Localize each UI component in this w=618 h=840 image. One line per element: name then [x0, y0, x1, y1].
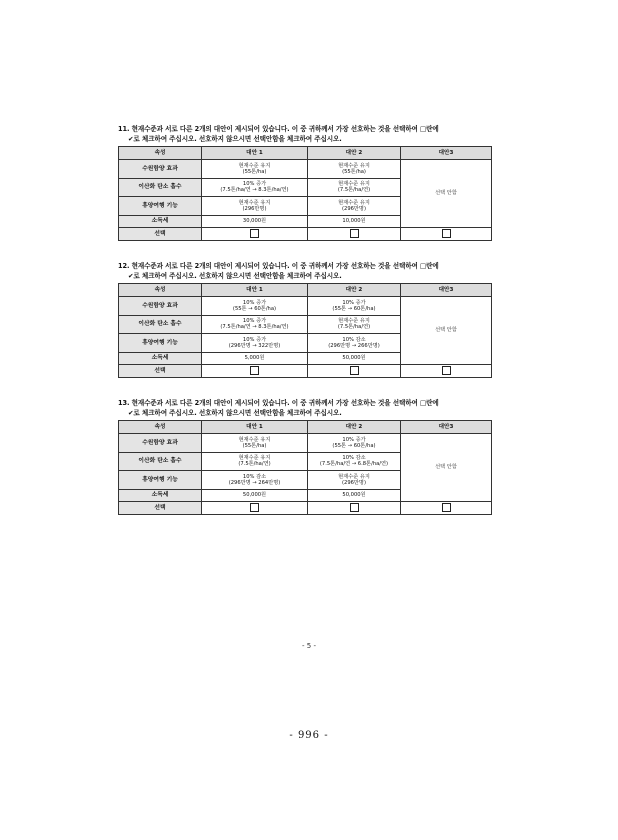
attr-cell: 이산화 탄소 흡수 [119, 452, 202, 471]
alt2-cell [308, 197, 401, 216]
alt2-choice-cell [308, 228, 401, 241]
alt2-level: 10% 감소 [342, 336, 366, 343]
alt2-level: 현재수준 유지 [338, 473, 370, 480]
alt2-detail: (7.5톤/ha/연) [337, 324, 371, 331]
question-text [118, 398, 490, 418]
alt2-cell [308, 334, 401, 353]
alt1-detail: (7.5톤/ha/연 → 8.3톤/ha/연) [220, 187, 289, 194]
choice-table [118, 283, 492, 378]
question-12 [118, 261, 490, 378]
choice-table [118, 146, 492, 241]
alt1-cell [202, 434, 308, 453]
question-text [118, 261, 490, 281]
alt1-level: 10% 증가 [242, 181, 267, 188]
attr-cell: 이산화 탄소 흡수 [119, 315, 202, 334]
attr-cell: 수원함양 효과 [119, 297, 202, 316]
header-attr: 속성 [119, 284, 202, 297]
attr-cell: 휴양여행 기능 [119, 471, 202, 490]
header-alt1: 대안 1 [202, 421, 308, 434]
alt2-cell [308, 178, 401, 197]
alt1-choice-cell [202, 502, 308, 515]
choice-row [119, 502, 492, 515]
question-line-2: ✔로 체크하여 주십시오. 선호하지 않으시면 선택안함을 체크하여 주십시오. [128, 272, 342, 280]
alt2-detail: (7.5톤/ha/연 → 6.8톤/ha/연) [319, 461, 389, 468]
alt2-level: 10% 증가 [342, 299, 366, 306]
attr-cell: 수원함양 효과 [119, 160, 202, 179]
alt3-checkbox[interactable] [442, 503, 451, 512]
alt1-cell [202, 178, 308, 197]
alt2-detail: (296만명) [342, 479, 366, 486]
alt2-cell [308, 471, 401, 490]
tax-alt2-cell: 50,000원 [308, 352, 401, 365]
tax-alt2-cell: 50,000원 [308, 489, 401, 502]
alt2-checkbox[interactable] [350, 229, 359, 238]
alt1-cell [202, 334, 308, 353]
alt1-detail: (7.5톤/ha/연) [238, 461, 271, 468]
table-row [119, 160, 492, 179]
header-alt3: 대안3 [401, 147, 492, 160]
header-alt1: 대안 1 [202, 284, 308, 297]
alt1-choice-cell [202, 365, 308, 378]
alt1-level: 10% 감소 [242, 473, 267, 480]
question-line-1: 12. 현재수준과 서로 다른 2개의 대안이 제시되어 있습니다. 이 중 귀하께서 가장 선호하는 것을 선택하여 □란에 [118, 262, 439, 270]
alt1-checkbox[interactable] [250, 366, 259, 375]
attr-cell: 휴양여행 기능 [119, 197, 202, 216]
header-alt3: 대안3 [401, 284, 492, 297]
alt2-level: 10% 증가 [342, 436, 366, 443]
alt2-detail: (55톤 → 60톤/ha) [332, 442, 376, 449]
question-line-1: 13. 현재수준과 서로 다른 2개의 대안이 제시되어 있습니다. 이 중 귀하께서 가장 선호하는 것을 선택하여 □란에 [118, 399, 439, 407]
alt3-checkbox[interactable] [442, 229, 451, 238]
tax-attr-cell: 소득세 [119, 215, 202, 228]
alt1-detail: (55톤 → 60톤/ha) [232, 305, 277, 312]
alt2-cell [308, 315, 401, 334]
alt3-status: 선택 안함 [401, 160, 492, 228]
alt1-detail: (55톤/ha) [242, 442, 267, 449]
page-number-outer: - 996 - [289, 730, 329, 741]
alt3-choice-cell [401, 365, 492, 378]
alt2-cell [308, 160, 401, 179]
table-row [119, 297, 492, 316]
tax-alt1-cell: 50,000원 [202, 489, 308, 502]
alt3-choice-cell [401, 228, 492, 241]
alt2-cell [308, 297, 401, 316]
header-alt1: 대안 1 [202, 147, 308, 160]
header-alt2: 대안 2 [308, 284, 401, 297]
choice-row [119, 228, 492, 241]
alt2-detail: (296만명) [342, 205, 366, 212]
alt1-level: 10% 증가 [242, 336, 267, 343]
choice-table [118, 420, 492, 515]
alt1-cell [202, 315, 308, 334]
alt2-level: 현재수준 유지 [338, 181, 370, 188]
tax-attr-cell: 소득세 [119, 352, 202, 365]
alt3-checkbox[interactable] [442, 366, 451, 375]
table-header-row [119, 421, 492, 434]
alt2-detail: (7.5톤/ha/연) [337, 187, 371, 194]
alt1-detail: (7.5톤/ha/연 → 8.3톤/ha/연) [220, 324, 289, 331]
alt1-level: 현재수준 유지 [238, 436, 271, 443]
choice-label: 선택 [119, 228, 202, 241]
alt2-level: 현재수준 유지 [338, 162, 370, 169]
tax-alt2-cell: 10,000원 [308, 215, 401, 228]
alt2-checkbox[interactable] [350, 503, 359, 512]
question-text [118, 124, 490, 144]
alt1-level: 10% 증가 [242, 299, 267, 306]
header-attr: 속성 [119, 147, 202, 160]
alt1-level: 현재수준 유지 [238, 162, 271, 169]
table-header-row [119, 284, 492, 297]
table-row [119, 434, 492, 453]
question-11 [118, 124, 490, 241]
alt1-level: 현재수준 유지 [238, 199, 271, 206]
alt2-choice-cell [308, 365, 401, 378]
header-alt3: 대안3 [401, 421, 492, 434]
alt2-level: 현재수준 유지 [338, 199, 370, 206]
alt1-detail: (296만명) [242, 205, 267, 212]
alt1-cell [202, 452, 308, 471]
alt3-choice-cell [401, 502, 492, 515]
alt1-cell [202, 297, 308, 316]
alt1-detail: (296만명 → 322만명) [228, 342, 281, 349]
alt2-choice-cell [308, 502, 401, 515]
alt3-status: 선택 안함 [401, 297, 492, 365]
alt2-level: 10% 감소 [342, 455, 366, 462]
alt1-choice-cell [202, 228, 308, 241]
tax-alt1-cell: 30,000원 [202, 215, 308, 228]
alt2-detail: (55톤/ha) [342, 168, 366, 175]
tax-attr-cell: 소득세 [119, 489, 202, 502]
question-line-2: ✔로 체크하여 주십시오. 선호하지 않으시면 선택안함을 체크하여 주십시오. [128, 135, 342, 143]
alt2-detail: (55톤 → 60톤/ha) [332, 305, 376, 312]
page-number-inner: - 5 - [302, 642, 316, 650]
attr-cell: 휴양여행 기능 [119, 334, 202, 353]
question-line-2: ✔로 체크하여 주십시오. 선호하지 않으시면 선택안함을 체크하여 주십시오. [128, 409, 342, 417]
alt1-checkbox[interactable] [250, 229, 259, 238]
alt1-checkbox[interactable] [250, 503, 259, 512]
alt2-level: 현재수준 유지 [338, 318, 370, 325]
alt1-detail: (296만명 → 264만명) [228, 479, 281, 486]
question-line-1: 11. 현재수준과 서로 다른 2개의 대안이 제시되어 있습니다. 이 중 귀하께서 가장 선호하는 것을 선택하여 □란에 [118, 125, 439, 133]
alt1-detail: (55톤/ha) [242, 168, 267, 175]
header-attr: 속성 [119, 421, 202, 434]
alt2-detail: (296만명 → 266만명) [328, 342, 380, 349]
choice-row [119, 365, 492, 378]
alt1-level: 현재수준 유지 [238, 455, 271, 462]
alt1-cell [202, 471, 308, 490]
alt2-cell [308, 452, 401, 471]
header-alt2: 대안 2 [308, 147, 401, 160]
alt3-status: 선택 안함 [401, 434, 492, 502]
alt1-level: 10% 증가 [242, 318, 267, 325]
table-header-row [119, 147, 492, 160]
choice-label: 선택 [119, 502, 202, 515]
tax-alt1-cell: 5,000원 [202, 352, 308, 365]
alt2-cell [308, 434, 401, 453]
alt1-cell [202, 160, 308, 179]
header-alt2: 대안 2 [308, 421, 401, 434]
alt1-cell [202, 197, 308, 216]
alt2-checkbox[interactable] [350, 366, 359, 375]
choice-label: 선택 [119, 365, 202, 378]
question-13 [118, 398, 490, 515]
attr-cell: 수원함양 효과 [119, 434, 202, 453]
attr-cell: 이산화 탄소 흡수 [119, 178, 202, 197]
